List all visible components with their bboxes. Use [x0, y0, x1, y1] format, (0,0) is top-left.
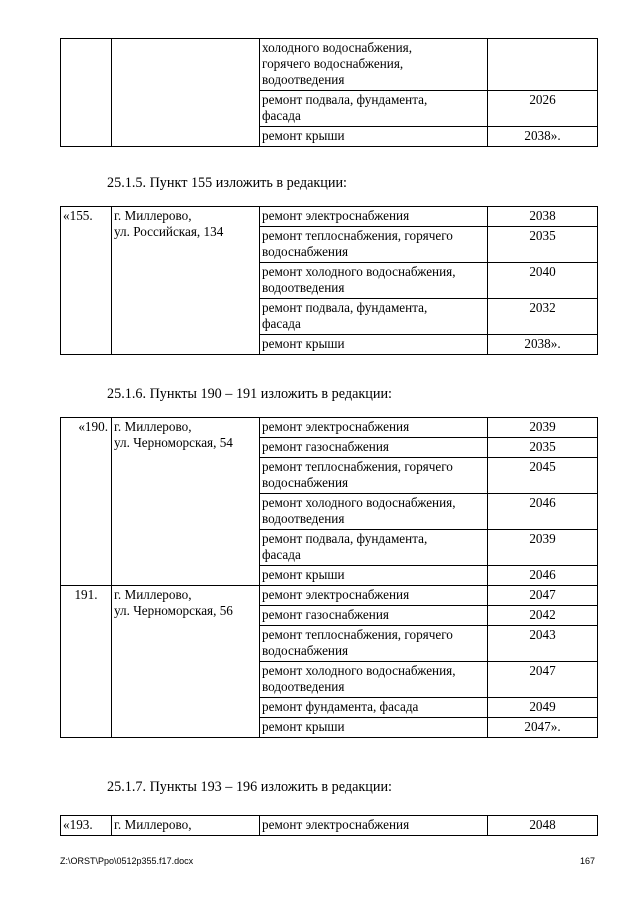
work-cell: ремонт подвала, фундамента, фасада [260, 530, 488, 566]
paragraph-25-1-6: 25.1.6. Пункты 190 – 191 изложить в редакции: [107, 386, 392, 402]
work-cell: ремонт крыши [260, 127, 488, 147]
year-cell: 2035 [488, 438, 598, 458]
work-cell: ремонт фундамента, фасада [260, 698, 488, 718]
year-cell: 2032 [488, 299, 598, 335]
table-items-190-191 [60, 417, 598, 738]
table-row [61, 39, 598, 91]
work-cell: ремонт крыши [260, 718, 488, 738]
paragraph-25-1-5: 25.1.5. Пункт 155 изложить в редакции: [107, 175, 347, 191]
table-row [61, 816, 598, 836]
year-cell: 2047 [488, 586, 598, 606]
work-cell: ремонт холодного водоснабжения, водоотведения [260, 263, 488, 299]
work-cell: ремонт холодного водоснабжения, водоотведения [260, 662, 488, 698]
year-cell [488, 39, 598, 91]
year-cell: 2039 [488, 530, 598, 566]
year-cell: 2038 [488, 207, 598, 227]
year-cell: 2047 [488, 662, 598, 698]
item-number-cell: «193. [61, 816, 112, 836]
item-number-cell: «155. [61, 207, 112, 355]
year-cell: 2043 [488, 626, 598, 662]
table-row [61, 586, 598, 606]
work-cell: ремонт теплоснабжения, горячего водоснабжения [260, 227, 488, 263]
year-cell: 2038». [488, 127, 598, 147]
year-cell: 2039 [488, 418, 598, 438]
work-cell: ремонт крыши [260, 335, 488, 355]
work-cell: ремонт электроснабжения [260, 586, 488, 606]
work-cell: ремонт газоснабжения [260, 438, 488, 458]
year-cell: 2048 [488, 816, 598, 836]
table-continued [60, 38, 598, 147]
address-cell [112, 39, 260, 147]
item-number-cell: «190. [61, 418, 112, 586]
work-cell: ремонт электроснабжения [260, 207, 488, 227]
work-cell: ремонт теплоснабжения, горячего водоснабжения [260, 626, 488, 662]
work-cell: ремонт электроснабжения [260, 816, 488, 836]
address-cell: г. Миллерово, ул. Черноморская, 56 [112, 586, 260, 738]
work-cell: ремонт холодного водоснабжения, водоотведения [260, 494, 488, 530]
paragraph-25-1-7: 25.1.7. Пункты 193 – 196 изложить в редакции: [107, 779, 392, 795]
year-cell: 2046 [488, 494, 598, 530]
year-cell: 2049 [488, 698, 598, 718]
address-cell: г. Миллерово, [112, 816, 260, 836]
page-number: 167 [580, 856, 596, 866]
address-cell: г. Миллерово, ул. Российская, 134 [112, 207, 260, 355]
table-row [61, 207, 598, 227]
table-item-155 [60, 206, 598, 355]
year-cell: 2040 [488, 263, 598, 299]
year-cell: 2038». [488, 335, 598, 355]
year-cell: 2047». [488, 718, 598, 738]
table-item-193 [60, 815, 598, 836]
work-cell: холодного водоснабжения, горячего водоснабжения, водоотведения [260, 39, 488, 91]
year-cell: 2026 [488, 91, 598, 127]
year-cell: 2042 [488, 606, 598, 626]
work-cell: ремонт теплоснабжения, горячего водоснабжения [260, 458, 488, 494]
table-row [61, 418, 598, 438]
year-cell: 2045 [488, 458, 598, 494]
footer-file-path: Z:\ORST\Ppo\0512p355.f17.docx [60, 856, 194, 866]
work-cell: ремонт электроснабжения [260, 418, 488, 438]
work-cell: ремонт подвала, фундамента, фасада [260, 299, 488, 335]
address-cell: г. Миллерово, ул. Черноморская, 54 [112, 418, 260, 586]
item-number-cell: 191. [61, 586, 112, 738]
year-cell: 2046 [488, 566, 598, 586]
work-cell: ремонт крыши [260, 566, 488, 586]
year-cell: 2035 [488, 227, 598, 263]
work-cell: ремонт газоснабжения [260, 606, 488, 626]
item-number-cell [61, 39, 112, 147]
work-cell: ремонт подвала, фундамента, фасада [260, 91, 488, 127]
